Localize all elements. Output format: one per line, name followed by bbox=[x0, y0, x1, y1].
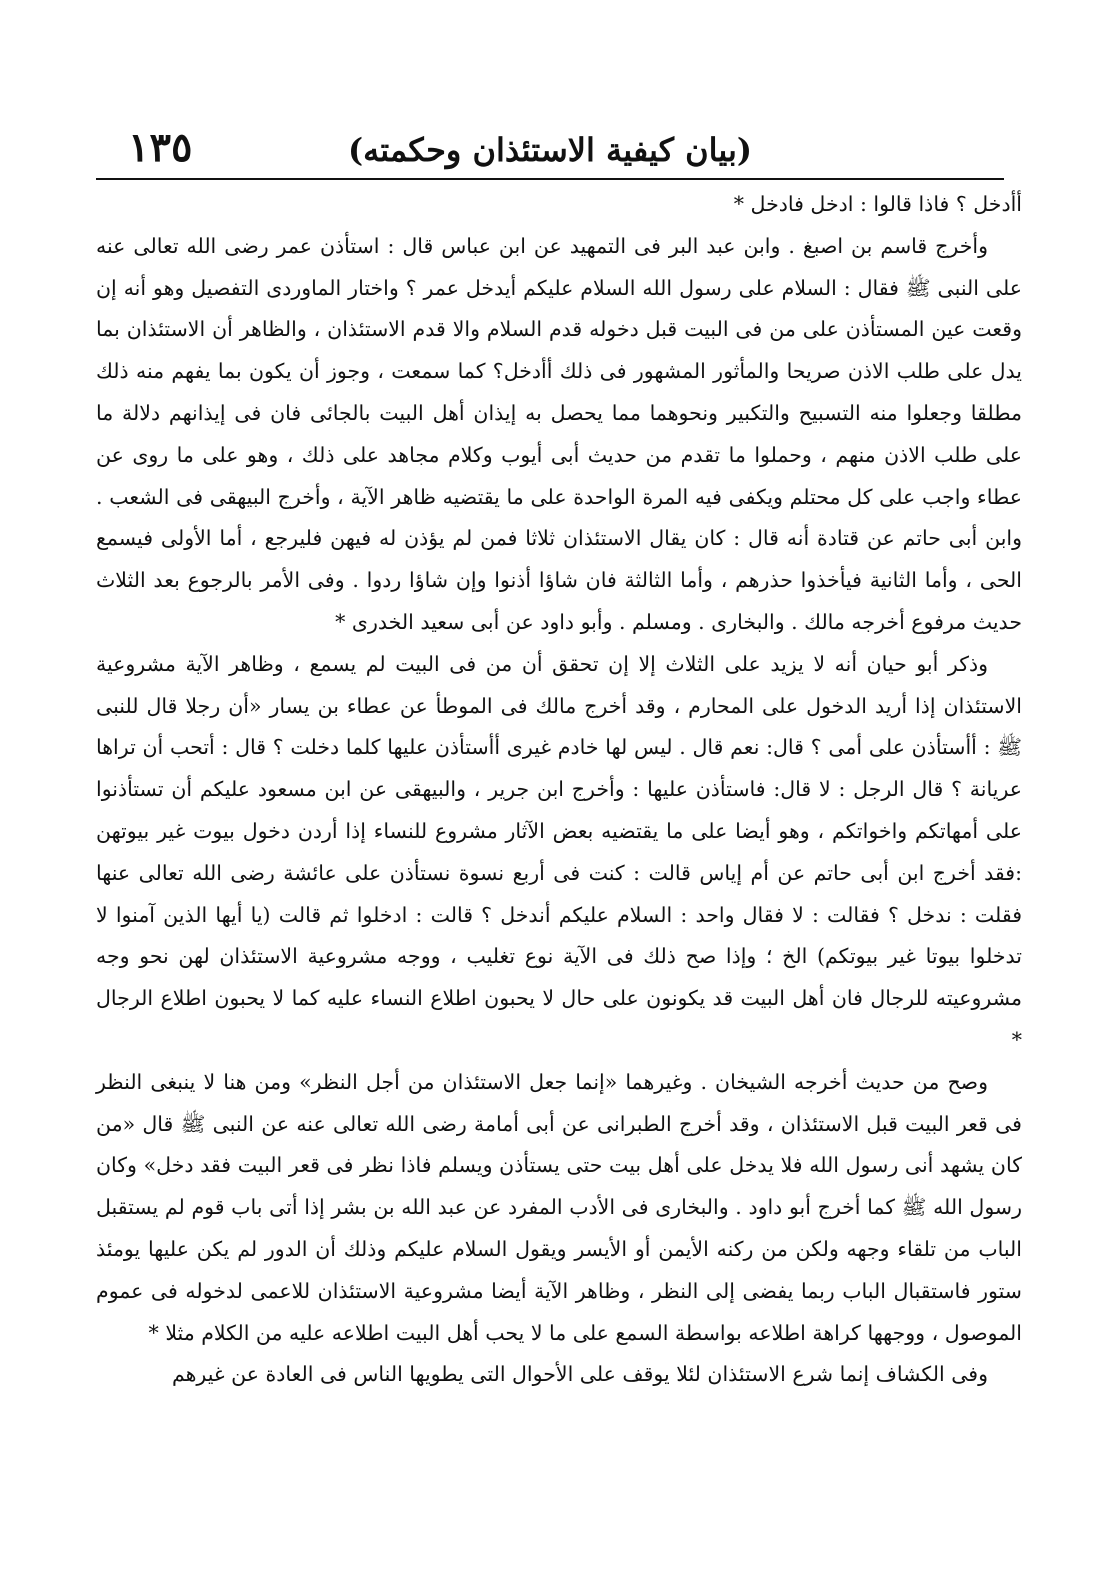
paragraph: أأدخل ؟ فاذا قالوا : ادخل فادخل * bbox=[733, 192, 1022, 216]
page-header bbox=[96, 122, 1004, 180]
running-title: (بيان كيفية الاستئذان وحكمته) bbox=[347, 131, 753, 169]
paragraph: وصح من حديث أخرجه الشيخان . وغيرهما «إنما جعل الاستئذان من أجل النظر» ومن هنا لا ينبغى النظر فى قعر البيت قبل الاستئذان ، وقد أخرج الطبرانى عن أبى أمامة رضى الله تعالى عنه عن النبى ﷺ قال «من كان يشهد أنى رسول الله فلا يدخل على أهل بيت حتى يستأذن ويسلم فاذا نظر فى قعر البيت فقد دخل» وكان رسول الله ﷺ كما أخرج أبو داود . والبخارى فى الأدب المفرد عن عبد الله بن بشر إذا أتى باب قوم لم يستقبل الباب من تلقاء وجهه ولكن من ركنه الأيمن أو الأيسر ويقول السلام عليكم وذلك أن الدور لم يكن عليها يومئذ ستور فاستقبال الباب ربما يفضى إلى النظر ، وظاهر الآية أيضا مشروعية الاستئذان للاعمى لدخوله فى عموم الموصول ، ووجهها كراهة اطلاعه بواسطة السمع على ما لا يحب أهل البيت اطلاعه عليه من الكلام مثلا * bbox=[96, 1069, 1022, 1345]
paragraph: وفى الكشاف إنما شرع الاستئذان لئلا يوقف على الأحوال التى يطويها الناس فى العادة عن غيرهم bbox=[171, 1362, 988, 1387]
page-number: ١٣٥ bbox=[128, 124, 193, 171]
paragraph: وأخرج قاسم بن اصبغ . وابن عبد البر فى التمهيد عن ابن عباس قال : استأذن عمر رضى الله تعالى عنه على النبى ﷺ فقال : السلام على رسول الله السلام عليكم أيدخل عمر ؟ واختار الماوردى التفصيل وهو أنه إن وقعت عين المستأذن على من فى البيت قبل دخوله قدم السلام والا قدم الاستئذان ، والظاهر أن الاستئذان بما يدل على طلب الاذن صريحا والمأثور المشهور فى ذلك أأدخل؟ كما سمعت ، وجوز أن يكون بما يفهم منه ذلك مطلقا وجعلوا منه التسبيح والتكبير ونحوهما مما يحصل به إيذان أهل البيت بالجائى فان فى إيذانهم دلالة ما على طلب الاذن منهم ، وحملوا ما تقدم من حديث أبى أيوب وكلام مجاهد على ذلك ، وهو على ما روى عن عطاء واجب على كل محتلم ويكفى فيه المرة الواحدة على ما يقتضيه ظاهر الآية ، وأخرج البيهقى فى الشعب . وابن أبى حاتم عن قتادة أنه قال : كان يقال الاستئذان ثلاثا فمن لم يؤذن له فيهن فليرجع ، أما الأولى فيسمع الحى ، وأما الثانية فيأخذوا حذرهم ، وأما الثالثة فان شاؤا أذنوا وإن شاؤا ردوا . وفى الأمر بالرجوع بعد الثلاث حديث مرفوع أخرجه مالك . والبخارى . ومسلم . وأبو داود عن أبى سعيد الخدرى * bbox=[96, 233, 1022, 634]
paragraph: وذكر أبو حيان أنه لا يزيد على الثلاث إلا إن تحقق أن من فى البيت لم يسمع ، وظاهر الآية مشروعية الاستئذان إذا أريد الدخول على المحارم ، وقد أخرج مالك فى الموطأ عن عطاء بن يسار «أن رجلا قال للنبى ﷺ : أأستأذن على أمى ؟ قال: نعم قال . ليس لها خادم غيرى أأستأذن عليها كلما دخلت ؟ قال : أتحب أن تراها عريانة ؟ قال الرجل : لا قال: فاستأذن عليها : وأخرج ابن جرير ، والبيهقى عن ابن مسعود عليكم أن تستأذنوا على أمهاتكم واخواتكم ، وهو أيضا على ما يقتضيه بعض الآثار مشروع للنساء إذا أردن دخول بيوت غير بيوتهن :فقد أخرج ابن أبى حاتم عن أم إياس قالت : كنت فى أربع نسوة نستأذن على عائشة رضى الله تعالى عنها فقلت : ندخل ؟ فقالت : لا فقال واحد : السلام عليكم أندخل ؟ قالت : ادخلوا ثم قالت (يا أيها الذين آمنوا لا تدخلوا بيوتا غير بيوتكم) الخ ؛ وإذا صح ذلك فى الآية نوع تغليب ، ووجه مشروعية الاستئذان لهن نحو وجه مشروعيته للرجال فان أهل البيت قد يكونون على حال لا يحبون اطلاع النساء عليه كما لا يحبون اطلاع الرجال * bbox=[96, 651, 1022, 1052]
body-text bbox=[96, 184, 1022, 1396]
